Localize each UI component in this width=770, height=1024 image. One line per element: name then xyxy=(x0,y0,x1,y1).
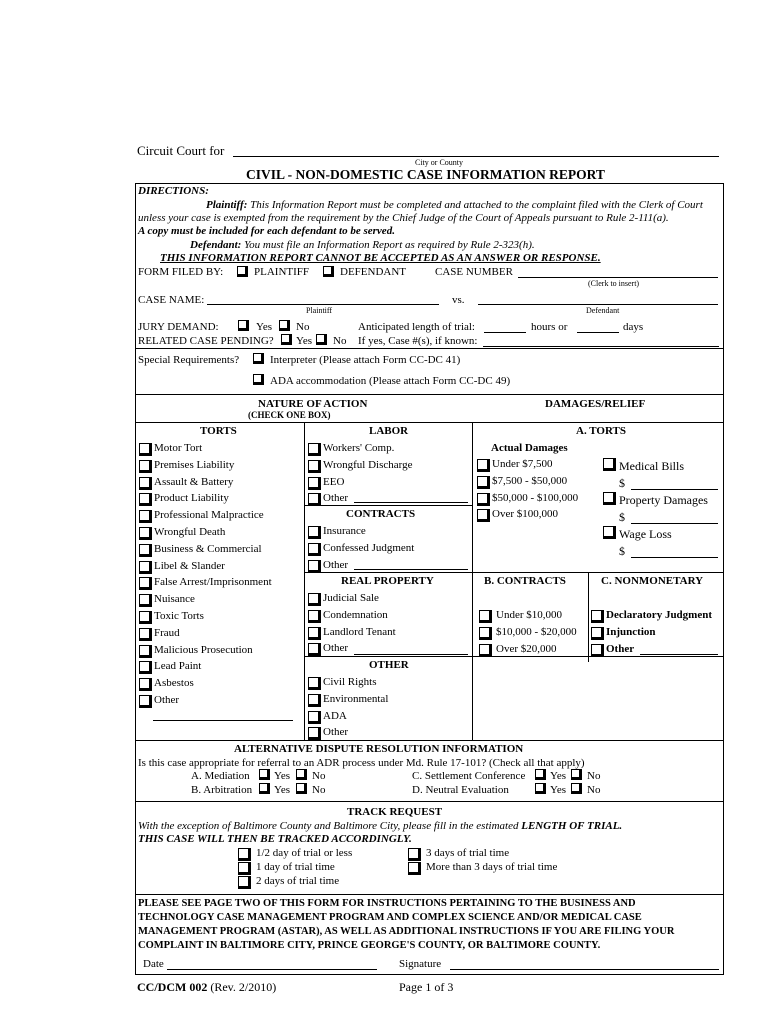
arbitration-no-checkbox[interactable] xyxy=(296,783,307,794)
settlement-yes-label: Yes xyxy=(550,770,567,782)
property-damages-label: Property Damages xyxy=(619,493,708,507)
warning-text: THIS INFORMATION REPORT CANNOT BE ACCEPTED AS AN ANSWER OR RESPONSE. xyxy=(160,252,601,264)
labor-option-label: EEO xyxy=(323,475,345,488)
labor-other-field[interactable] xyxy=(354,502,468,503)
medical-bills-checkbox[interactable] xyxy=(603,458,616,471)
actual-damages-option-checkbox[interactable] xyxy=(477,476,490,489)
arbitration-label: B. Arbitration xyxy=(191,784,253,796)
labor-option-label: Wrongful Discharge xyxy=(323,458,413,471)
settlement-yes-checkbox[interactable] xyxy=(535,769,546,780)
c-nonmonetary-option-label: Declaratory Judgment xyxy=(606,609,713,621)
vs-label: vs. xyxy=(452,294,465,306)
real-property-option-checkbox[interactable] xyxy=(308,627,321,640)
notice-line-1: PLEASE SEE PAGE TWO OF THIS FORM FOR INSTRUCTIONS PERTAINING TO THE BUSINESS AND xyxy=(138,898,636,909)
track-instruction xyxy=(138,820,622,832)
tort-option-label: Malicious Prosecution xyxy=(154,643,253,656)
labor-heading: LABOR xyxy=(369,425,409,437)
track-option-checkbox[interactable] xyxy=(238,848,251,861)
case-number-field[interactable] xyxy=(518,277,718,278)
hours-or-label: hours or xyxy=(531,321,568,333)
medical-bills-dollar: $ xyxy=(619,476,625,490)
labor-option-checkbox[interactable] xyxy=(308,443,321,456)
length-of-trial-text: LENGTH OF TRIAL. xyxy=(521,820,623,832)
form-filed-by-label: FORM FILED BY: xyxy=(138,266,224,278)
settlement-label: C. Settlement Conference xyxy=(412,770,526,782)
tort-option-label: Libel & Slander xyxy=(154,559,225,572)
other-option-checkbox[interactable] xyxy=(308,677,321,690)
circuit-court-field[interactable] xyxy=(233,156,719,157)
neutral-yes-label: Yes xyxy=(550,784,567,796)
b-contracts-option-label: $10,000 - $20,000 xyxy=(496,625,577,638)
real-property-option-checkbox[interactable] xyxy=(308,593,321,606)
tort-option-label: Product Liability xyxy=(154,492,229,505)
defendant-caption: Defendant xyxy=(586,306,620,315)
real-property-other-field[interactable] xyxy=(354,654,468,655)
labor-option-label: Other xyxy=(323,492,349,505)
actual-damages-option-checkbox[interactable] xyxy=(477,509,490,522)
nature-of-action-heading: NATURE OF ACTION xyxy=(258,398,368,410)
interpreter-checkbox[interactable] xyxy=(253,353,264,364)
defendant-text: You must file an Information Report as required by Rule 2-323(h). xyxy=(241,239,535,251)
tracked-accordingly-text: THIS CASE WILL THEN BE TRACKED ACCORDINGLY. xyxy=(138,833,412,845)
b-contracts-option-label: Under $10,000 xyxy=(496,609,562,621)
plaintiff-option: PLAINTIFF xyxy=(254,266,310,278)
jury-no-checkbox[interactable] xyxy=(279,320,290,331)
plaintiff-label: Plaintiff: xyxy=(206,199,248,211)
plaintiff-checkbox[interactable] xyxy=(237,266,248,277)
c-nonmonetary-option-label: Other xyxy=(606,642,635,655)
date-field[interactable] xyxy=(167,969,377,970)
case-name-plaintiff-field[interactable] xyxy=(207,304,439,305)
tort-option-checkbox[interactable] xyxy=(139,661,152,674)
clerk-to-insert-caption: (Clerk to insert) xyxy=(588,279,640,288)
tort-option-label: Nuisance xyxy=(154,593,195,606)
related-no-label: No xyxy=(333,335,347,347)
other-heading: OTHER xyxy=(369,659,409,671)
directions-plaintiff-line-2: unless your case is exempted from the requirement by the Chief Judge of the Court of Appeals pursuant to Rule 2-111(a). xyxy=(138,212,669,224)
adr-question: Is this case appropriate for referral to an ADR process under Md. Rule 17-101? (Check all that apply) xyxy=(138,757,585,769)
tort-option-checkbox[interactable] xyxy=(139,611,152,624)
track-option-checkbox[interactable] xyxy=(238,876,251,889)
other-option-checkbox[interactable] xyxy=(308,694,321,707)
defendant-label: Defendant: xyxy=(190,239,242,251)
column-divider xyxy=(472,422,473,740)
tort-option-checkbox[interactable] xyxy=(139,678,152,691)
anticipated-length-label: Anticipated length of trial: xyxy=(358,321,475,333)
divider xyxy=(135,740,724,741)
property-damages-field[interactable] xyxy=(631,523,718,524)
other-option-checkbox[interactable] xyxy=(308,727,321,740)
jury-no-label: No xyxy=(296,321,310,333)
c-nonmonetary-option-checkbox[interactable] xyxy=(591,627,604,640)
neutral-label: D. Neutral Evaluation xyxy=(412,784,509,796)
real-property-option-label: Landlord Tenant xyxy=(323,625,396,638)
actual-damages-option-label: $7,500 - $50,000 xyxy=(492,474,568,487)
track-instruction-text: With the exception of Baltimore County and Baltimore City, please fill in the estimated xyxy=(138,820,522,832)
case-name-label: CASE NAME: xyxy=(138,294,205,306)
track-request-heading: TRACK REQUEST xyxy=(347,806,443,818)
track-option-label: 3 days of trial time xyxy=(426,847,510,859)
mediation-label: A. Mediation xyxy=(191,770,250,782)
tort-option-checkbox[interactable] xyxy=(139,594,152,607)
circuit-court-label: Circuit Court for xyxy=(137,143,225,158)
torts-other-field[interactable] xyxy=(153,720,293,721)
tort-option-label: Other xyxy=(154,694,180,706)
case-name-defendant-field[interactable] xyxy=(478,304,718,305)
mediation-yes-checkbox[interactable] xyxy=(259,769,270,780)
tort-option-checkbox[interactable] xyxy=(139,443,152,456)
property-damages-dollar: $ xyxy=(619,510,625,524)
actual-damages-option-label: Under $7,500 xyxy=(492,458,553,470)
divider xyxy=(304,505,472,506)
plaintiff-caption: Plaintiff xyxy=(306,306,333,315)
column-divider xyxy=(304,422,305,740)
divider xyxy=(135,348,724,349)
copy-note: A copy must be included for each defendant to be served. xyxy=(138,225,395,237)
divider xyxy=(304,656,724,657)
tort-option-checkbox[interactable] xyxy=(139,544,152,557)
tort-option-label: Wrongful Death xyxy=(154,526,226,538)
real-property-option-checkbox[interactable] xyxy=(308,643,321,656)
b-contracts-heading: B. CONTRACTS xyxy=(484,575,566,587)
real-property-option-label: Judicial Sale xyxy=(323,592,379,604)
tort-option-label: Fraud xyxy=(154,626,180,639)
form-title: CIVIL - NON-DOMESTIC CASE INFORMATION REPORT xyxy=(246,167,605,182)
related-no-checkbox[interactable] xyxy=(316,334,327,345)
form-revision: (Rev. 2/2010) xyxy=(207,980,277,994)
other-option-label: Other xyxy=(323,726,349,739)
divider xyxy=(135,801,724,802)
tort-option-checkbox[interactable] xyxy=(139,460,152,473)
wage-loss-checkbox[interactable] xyxy=(603,526,616,539)
hours-field[interactable] xyxy=(484,332,526,333)
related-yes-label: Yes xyxy=(296,335,313,347)
related-case-label: RELATED CASE PENDING? xyxy=(138,335,274,347)
labor-option-label: Workers' Comp. xyxy=(323,442,395,454)
track-option-checkbox[interactable] xyxy=(408,862,421,875)
tort-option-label: Premises Liability xyxy=(154,458,235,471)
property-damages-checkbox[interactable] xyxy=(603,492,616,505)
contracts-other-field[interactable] xyxy=(354,569,468,570)
signature-field[interactable] xyxy=(450,969,719,970)
defendant-option: DEFENDANT xyxy=(340,266,406,278)
case-number-label: CASE NUMBER xyxy=(435,266,513,278)
notice-line-3: MANAGEMENT PROGRAM (ASTAR), AS WELL AS ADDITIONAL INSTRUCTIONS IF YOU ARE FILING YOUR xyxy=(138,926,675,937)
tort-option-checkbox[interactable] xyxy=(139,645,152,658)
tort-option-checkbox[interactable] xyxy=(139,695,152,708)
medical-bills-label: Medical Bills xyxy=(619,459,684,473)
real-property-option-label: Condemnation xyxy=(323,608,388,621)
if-yes-label: If yes, Case #(s), if known: xyxy=(358,335,478,347)
wage-loss-label: Wage Loss xyxy=(619,527,672,541)
contracts-option-checkbox[interactable] xyxy=(308,543,321,556)
track-option-label: 1/2 day of trial or less xyxy=(256,847,353,859)
tort-option-label: Asbestos xyxy=(154,677,194,690)
tort-option-checkbox[interactable] xyxy=(139,477,152,490)
nonmonetary-other-field[interactable] xyxy=(640,654,718,655)
other-option-label: Environmental xyxy=(323,692,389,705)
mediation-yes-label: Yes xyxy=(274,770,291,782)
tort-option-label: Motor Tort xyxy=(154,442,203,454)
city-or-county-caption: City or County xyxy=(415,158,464,167)
b-contracts-option-checkbox[interactable] xyxy=(479,610,492,623)
track-option-label: 1 day of trial time xyxy=(256,860,335,873)
form-id-code: CC/DCM 002 xyxy=(137,980,208,994)
jury-demand-label: JURY DEMAND: xyxy=(138,321,219,333)
neutral-no-checkbox[interactable] xyxy=(571,783,582,794)
actual-damages-option-checkbox[interactable] xyxy=(477,459,490,472)
interpreter-label: Interpreter (Please attach Form CC-DC 41) xyxy=(270,354,461,366)
wage-loss-dollar: $ xyxy=(619,544,625,558)
real-property-option-label: Other xyxy=(323,642,349,655)
divider xyxy=(135,894,724,895)
settlement-no-label: No xyxy=(587,770,601,782)
tort-option-checkbox[interactable] xyxy=(139,628,152,641)
tort-option-checkbox[interactable] xyxy=(139,527,152,540)
signature-label: Signature xyxy=(399,958,442,970)
directions-heading: DIRECTIONS: xyxy=(138,185,209,197)
mediation-no-checkbox[interactable] xyxy=(296,769,307,780)
divider xyxy=(304,572,724,573)
date-label: Date xyxy=(143,958,164,970)
tort-option-checkbox[interactable] xyxy=(139,510,152,523)
other-option-checkbox[interactable] xyxy=(308,711,321,724)
c-nonmonetary-option-checkbox[interactable] xyxy=(591,644,604,657)
actual-damages-option-label: Over $100,000 xyxy=(492,508,558,521)
contracts-option-label: Confessed Judgment xyxy=(323,541,415,554)
page-number: Page 1 of 3 xyxy=(399,980,454,994)
form-id xyxy=(137,980,276,995)
tort-option-label: False Arrest/Imprisonment xyxy=(154,576,272,589)
damages-relief-heading: DAMAGES/RELIEF xyxy=(545,398,646,410)
special-requirements-label: Special Requirements? xyxy=(138,354,240,366)
tort-option-label: Lead Paint xyxy=(154,660,202,673)
check-one-box-caption: (CHECK ONE BOX) xyxy=(248,410,331,420)
arbitration-yes-label: Yes xyxy=(274,784,291,796)
a-torts-heading: A. TORTS xyxy=(576,425,626,437)
notice-line-2: TECHNOLOGY CASE MANAGEMENT PROGRAM AND COMPLEX SCIENCE AND/OR MEDICAL CASE xyxy=(138,912,642,923)
b-contracts-option-checkbox[interactable] xyxy=(479,627,492,640)
c-nonmonetary-option-checkbox[interactable] xyxy=(591,610,604,623)
arbitration-yes-checkbox[interactable] xyxy=(259,783,270,794)
tort-option-checkbox[interactable] xyxy=(139,561,152,574)
arbitration-no-label: No xyxy=(312,784,326,796)
column-divider xyxy=(588,572,589,662)
real-property-heading: REAL PROPERTY xyxy=(341,575,434,587)
contracts-option-label: Other xyxy=(323,558,349,571)
ada-accommodation-label: ADA accommodation (Please attach Form CC-DC 49) xyxy=(270,375,511,387)
jury-yes-label: Yes xyxy=(256,321,273,333)
directions-plaintiff-line xyxy=(206,199,703,211)
days-field[interactable] xyxy=(577,332,619,333)
jury-yes-checkbox[interactable] xyxy=(238,320,249,331)
notice-line-4: COMPLAINT IN BALTIMORE CITY, PRINCE GEORGE'S COUNTY, OR BALTIMORE COUNTY. xyxy=(138,940,601,951)
torts-heading: TORTS xyxy=(200,425,237,437)
medical-bills-field[interactable] xyxy=(631,489,718,490)
c-nonmonetary-option-label: Injunction xyxy=(606,625,656,638)
mediation-no-label: No xyxy=(312,770,326,782)
plaintiff-text: This Information Report must be completed and attached to the complaint filed with the Clerk of Court xyxy=(247,199,703,211)
neutral-no-label: No xyxy=(587,784,601,796)
divider xyxy=(135,422,724,423)
settlement-no-checkbox[interactable] xyxy=(571,769,582,780)
neutral-yes-checkbox[interactable] xyxy=(535,783,546,794)
labor-option-checkbox[interactable] xyxy=(308,477,321,490)
tort-option-label: Business & Commercial xyxy=(154,542,262,555)
tort-option-checkbox[interactable] xyxy=(139,577,152,590)
track-option-checkbox[interactable] xyxy=(408,848,421,861)
tort-option-label: Assault & Battery xyxy=(154,475,234,488)
defendant-checkbox[interactable] xyxy=(323,266,334,277)
track-option-checkbox[interactable] xyxy=(238,862,251,875)
track-option-label: 2 days of trial time xyxy=(256,874,340,887)
b-contracts-option-label: Over $20,000 xyxy=(496,642,557,655)
actual-damages-option-checkbox[interactable] xyxy=(477,493,490,506)
directions-defendant-line xyxy=(190,239,535,251)
contracts-heading: CONTRACTS xyxy=(346,508,416,520)
contracts-option-label: Insurance xyxy=(323,525,366,537)
adr-heading: ALTERNATIVE DISPUTE RESOLUTION INFORMATION xyxy=(234,743,524,755)
days-label: days xyxy=(623,321,644,333)
contracts-option-checkbox[interactable] xyxy=(308,560,321,573)
actual-damages-option-label: $50,000 - $100,000 xyxy=(492,491,579,504)
tort-option-label: Professional Malpractice xyxy=(154,509,264,522)
actual-damages-label: Actual Damages xyxy=(491,442,568,454)
track-option-label: More than 3 days of trial time xyxy=(426,860,558,873)
other-option-label: ADA xyxy=(323,709,347,722)
b-contracts-option-checkbox[interactable] xyxy=(479,644,492,657)
tort-option-checkbox[interactable] xyxy=(139,493,152,506)
real-property-option-checkbox[interactable] xyxy=(308,610,321,623)
labor-option-checkbox[interactable] xyxy=(308,460,321,473)
related-case-number-field[interactable] xyxy=(483,346,719,347)
c-nonmonetary-heading: C. NONMONETARY xyxy=(601,575,704,587)
related-yes-checkbox[interactable] xyxy=(281,334,292,345)
tort-option-label: Toxic Torts xyxy=(154,610,204,622)
wage-loss-field[interactable] xyxy=(631,557,718,558)
ada-accommodation-checkbox[interactable] xyxy=(253,374,264,385)
divider xyxy=(135,394,724,395)
other-option-label: Civil Rights xyxy=(323,676,377,688)
contracts-option-checkbox[interactable] xyxy=(308,526,321,539)
